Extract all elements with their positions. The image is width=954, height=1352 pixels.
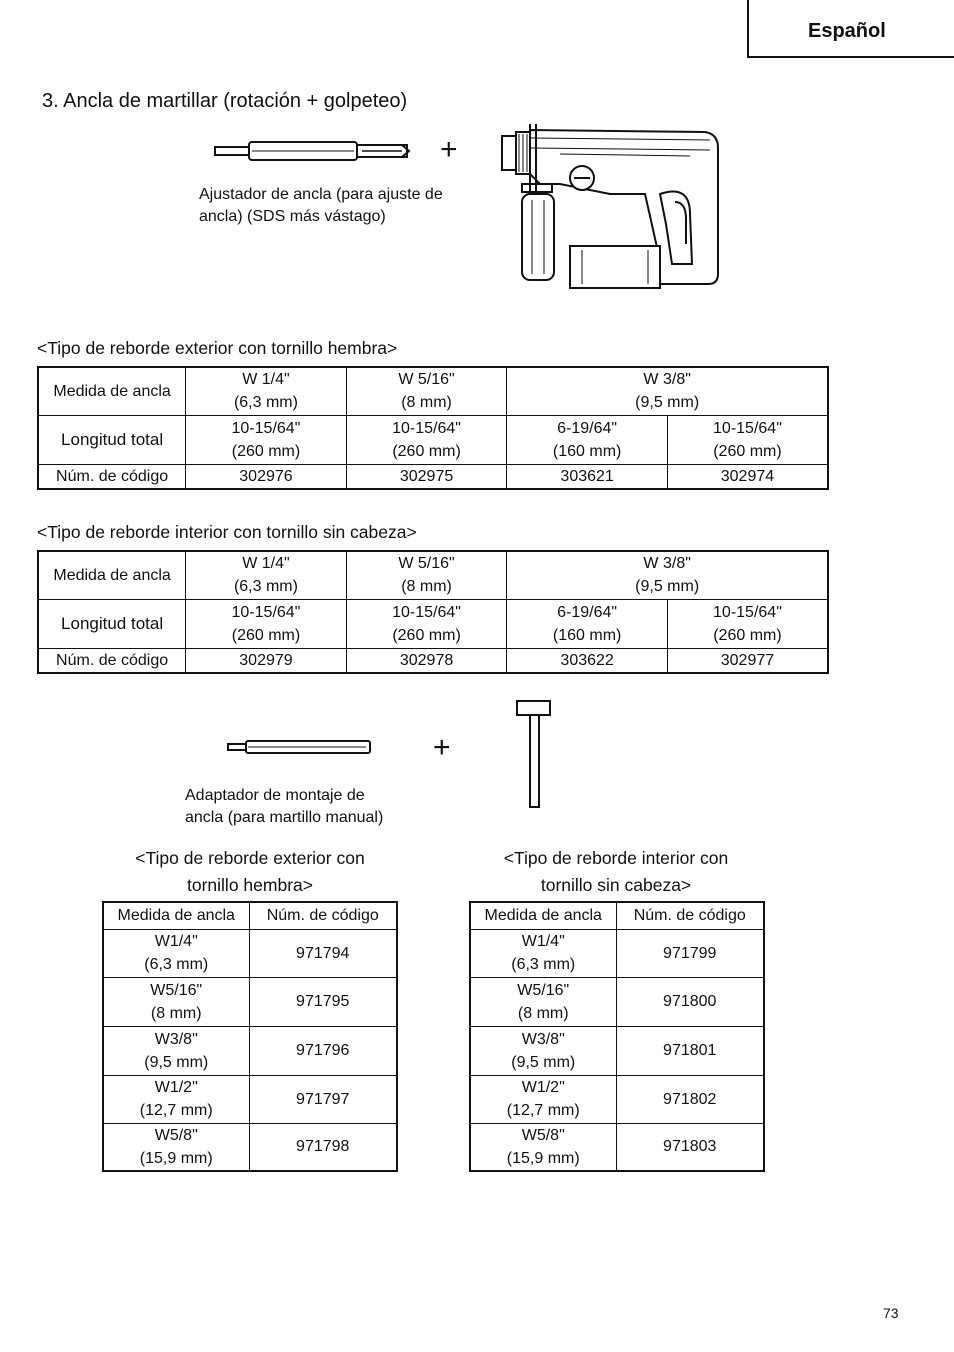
table3-title-line2: tornillo hembra> [187,875,313,895]
code-cell: 302979 [186,648,347,673]
row-label-size: Medida de ancla [38,551,186,599]
size-cell: W 1/4" (6,3 mm) [186,551,347,599]
hammer-illustration [514,698,554,810]
table-row: W1/4" (6,3 mm) 971799 [470,929,764,977]
table-row: W5/8" (15,9 mm) 971803 [470,1123,764,1171]
table3-title-line1: <Tipo de reborde exterior con [135,848,365,868]
table2-title: <Tipo de reborde interior con tornillo sin cabeza> [37,522,417,542]
code-cell: 302976 [186,464,347,489]
column-header-size: Medida de ancla [470,902,616,929]
table-row: W1/2" (12,7 mm) 971797 [103,1075,397,1123]
code-cell: 302974 [667,464,828,489]
plus-sign: + [433,731,451,764]
figure2-caption-line2: ancla (para martillo manual) [185,809,384,826]
size-cell: W 1/4" (6,3 mm) [186,367,347,415]
adapter-table-exterior [102,901,398,1172]
row-label-length: Longitud total [38,415,186,464]
size-cell: W 5/16" (8 mm) [346,551,507,599]
code-cell: 302978 [346,648,507,673]
code-cell: 302977 [667,648,828,673]
figure1-caption-line1: Ajustador de ancla (para ajuste de [199,186,443,203]
length-cell: 10-15/64" (260 mm) [346,415,507,464]
table-row: W1/2" (12,7 mm) 971802 [470,1075,764,1123]
column-header-code: Núm. de código [249,902,397,929]
length-cell: 6-19/64" (160 mm) [507,415,668,464]
table-row: W5/16" (8 mm) 971800 [470,977,764,1026]
row-label-size: Medida de ancla [38,367,186,415]
table1-title: <Tipo de reborde exterior con tornillo hembra> [37,338,398,358]
plus-sign: + [440,133,458,166]
table-row: W3/8" (9,5 mm) 971796 [103,1026,397,1075]
column-header-code: Núm. de código [616,902,764,929]
length-cell: 10-15/64" (260 mm) [186,599,347,648]
code-cell: 303621 [507,464,668,489]
language-label: Español [808,20,886,42]
figure2-caption-line1: Adaptador de montaje de [185,787,365,804]
anchor-table-exterior [37,366,829,490]
anchor-table-interior [37,550,829,674]
length-cell: 10-15/64" (260 mm) [346,599,507,648]
rotary-hammer-illustration [500,124,725,294]
length-cell: 6-19/64" (160 mm) [507,599,668,648]
anchor-mounting-adapter-illustration [226,738,376,756]
anchor-setter-sds-illustration [212,138,412,164]
row-label-code: Núm. de código [38,648,186,673]
length-cell: 10-15/64" (260 mm) [186,415,347,464]
size-cell: W 3/8" (9,5 mm) [507,551,828,599]
column-header-size: Medida de ancla [103,902,249,929]
table-row: W3/8" (9,5 mm) 971801 [470,1026,764,1075]
table-row: W5/8" (15,9 mm) 971798 [103,1123,397,1171]
size-cell: W 3/8" (9,5 mm) [507,367,828,415]
adapter-table-interior [469,901,765,1172]
row-label-code: Núm. de código [38,464,186,489]
page-number: 73 [883,1305,899,1321]
section-title: 3. Ancla de martillar (rotación + golpeteo) [42,90,408,112]
table-row: W1/4" (6,3 mm) 971794 [103,929,397,977]
table-row: W5/16" (8 mm) 971795 [103,977,397,1026]
row-label-length: Longitud total [38,599,186,648]
code-cell: 302975 [346,464,507,489]
length-cell: 10-15/64" (260 mm) [667,415,828,464]
length-cell: 10-15/64" (260 mm) [667,599,828,648]
code-cell: 303622 [507,648,668,673]
table4-title-line2: tornillo sin cabeza> [540,875,692,895]
size-cell: W 5/16" (8 mm) [346,367,507,415]
table4-title-line1: <Tipo de reborde interior con [503,848,729,868]
figure1-caption-line2: ancla) (SDS más vástago) [199,208,386,225]
